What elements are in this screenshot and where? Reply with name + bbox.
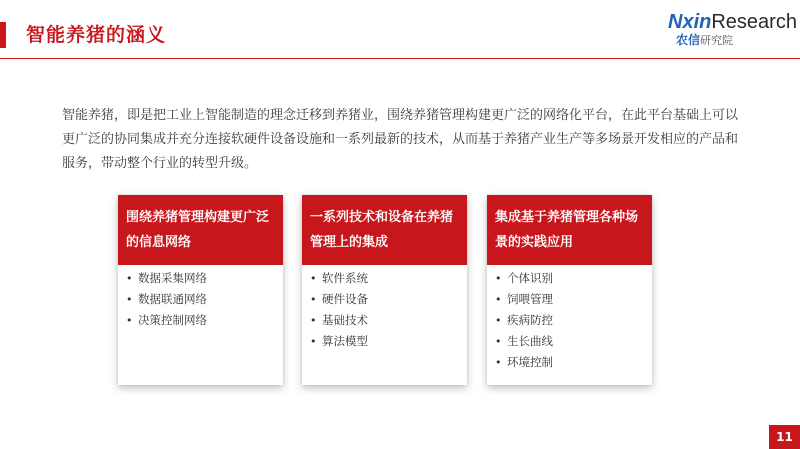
bullet-icon: • <box>495 272 502 285</box>
bullet-icon: • <box>495 293 502 306</box>
logo-cn-sub-text: 研究院 <box>700 34 734 47</box>
bullet-icon: • <box>495 314 502 327</box>
card-heading: 一系列技术和设备在养猪管理上的集成 <box>302 195 467 265</box>
card-scenario-applications <box>487 195 652 385</box>
bullet-icon: • <box>126 272 133 285</box>
card-heading: 集成基于养猪管理各种场景的实践应用 <box>487 195 652 265</box>
card-item-list <box>302 265 467 352</box>
list-item: • 饲喂管理 <box>495 289 652 310</box>
card-item-list <box>118 265 283 331</box>
bullet-icon: • <box>495 356 502 369</box>
list-item: • 疾病防控 <box>495 310 652 331</box>
list-item: • 环境控制 <box>495 352 652 373</box>
nxin-research-logo <box>668 10 797 54</box>
logo-research-text: Research <box>711 11 797 33</box>
list-item: • 算法模型 <box>310 331 467 352</box>
card-technology-integration <box>302 195 467 385</box>
bullet-icon: • <box>310 293 317 306</box>
list-item: • 个体识别 <box>495 268 652 289</box>
list-item: • 决策控制网络 <box>126 310 283 331</box>
logo-cn-brand-text: 农信 <box>676 33 701 47</box>
page-number-badge: 11 <box>769 425 800 449</box>
list-item: • 基础技术 <box>310 310 467 331</box>
list-item: • 生长曲线 <box>495 331 652 352</box>
bullet-icon: • <box>310 272 317 285</box>
card-information-network <box>118 195 283 385</box>
logo-brand-text: Nxin <box>668 11 712 33</box>
bullet-icon: • <box>310 314 317 327</box>
bullet-icon: • <box>310 335 317 348</box>
intro-paragraph: 智能养猪，即是把工业上智能制造的理念迁移到养猪业，围绕养猪管理构建更广泛的网络化平台，在此平台基础上可以更广泛的协同集成并充分连接软硬件设备设施和一系列最新的技术，从而基于养猪产业生产等多场景开发相应的产品和服务，带动整个行业的转型升级。 <box>62 108 739 171</box>
page-title: 智能养猪的涵义 <box>26 24 167 46</box>
list-item: • 数据联通网络 <box>126 289 283 310</box>
list-item: • 软件系统 <box>310 268 467 289</box>
bullet-icon: • <box>126 293 133 306</box>
card-heading: 围绕养猪管理构建更广泛的信息网络 <box>118 195 283 265</box>
title-divider <box>0 58 800 59</box>
list-item: • 数据采集网络 <box>126 268 283 289</box>
card-item-list <box>487 265 652 373</box>
list-item: • 硬件设备 <box>310 289 467 310</box>
bullet-icon: • <box>495 335 502 348</box>
bullet-icon: • <box>126 314 133 327</box>
title-accent-bar <box>0 22 6 48</box>
